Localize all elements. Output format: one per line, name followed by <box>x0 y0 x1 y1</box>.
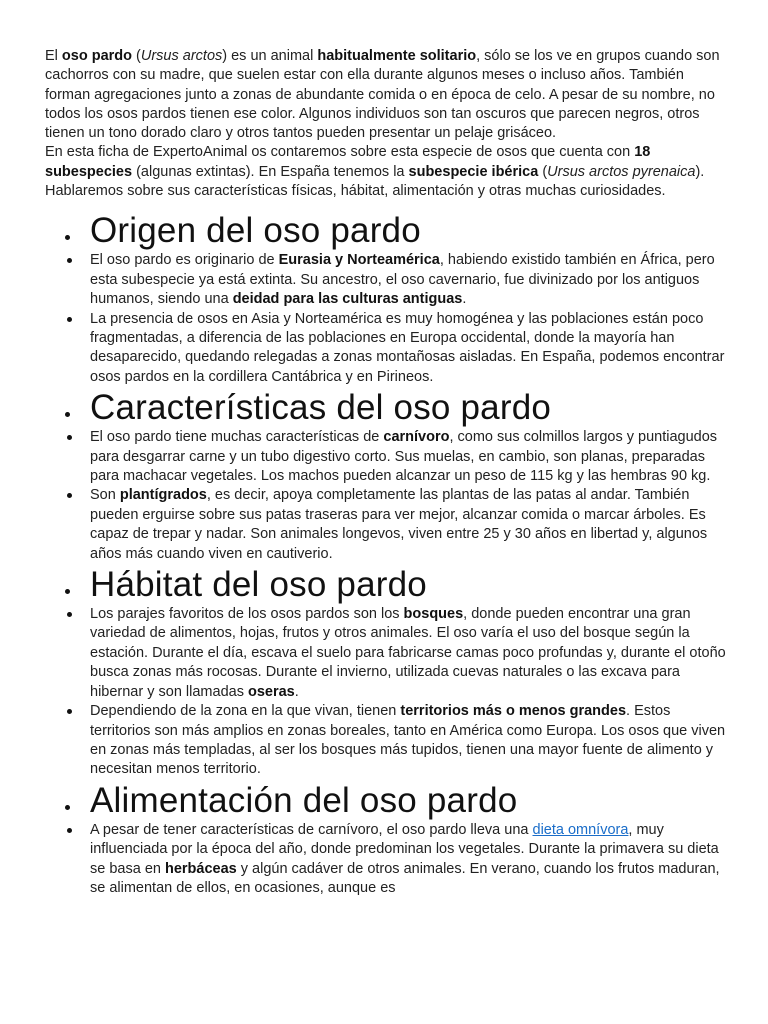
bullet-icon <box>67 828 72 833</box>
text-run: Los parajes favoritos de los osos pardos son los <box>90 606 404 623</box>
bullet-icon <box>65 235 70 240</box>
list-item-text <box>90 606 726 700</box>
list-item-text <box>90 487 707 561</box>
bullet-icon <box>67 709 72 714</box>
text-run: . <box>294 683 299 700</box>
intro-paragraph-1 <box>45 47 730 143</box>
bullet-icon <box>67 435 72 440</box>
bullet-list <box>45 821 730 899</box>
text-run: A pesar de tener características de carnívoro, el oso pardo lleva una <box>90 821 533 838</box>
bullet-icon <box>67 612 72 617</box>
bold-text: deidad para las culturas antiguas <box>232 291 463 308</box>
list-item <box>45 486 730 564</box>
text-run: ( <box>538 163 548 180</box>
italic-text: Ursus arctos pyrenaica <box>547 163 696 180</box>
text-run: El <box>45 48 62 64</box>
text-run: En esta ficha de ExpertoAnimal os contaremos sobre esta especie de osos que cuenta con <box>45 144 635 161</box>
text-run: ). Hablaremos sobre sus características físicas, hábitat, alimentación y otras muchas curiosidades. <box>45 163 705 200</box>
bold-text: subespecie ibérica <box>408 163 539 180</box>
text-run: (algunas extintas). En España tenemos la <box>132 163 409 180</box>
list-item-text <box>90 311 724 385</box>
intro <box>45 47 730 201</box>
bold-text: oso pardo <box>61 48 133 64</box>
section-heading-text: Características del oso pardo <box>90 388 552 428</box>
list-item-text <box>90 822 720 896</box>
bold-text: oseras <box>247 683 295 700</box>
text-run: El oso pardo tiene muchas características de <box>90 429 384 446</box>
text-run: , muy influenciada por la época del año, donde predominan los vegetales. Durante la primavera su dieta se basa en <box>90 821 719 877</box>
bullet-icon <box>65 805 70 810</box>
bullet-icon <box>67 493 72 498</box>
section-alimentacion <box>45 781 730 899</box>
section-heading-text: Alimentación del oso pardo <box>90 780 518 820</box>
list-item <box>45 251 730 309</box>
text-run: . <box>462 291 467 308</box>
text-run: La presencia de osos en Asia y Norteamérica es muy homogénea y las poblaciones están poco fragmentadas, a diferencia de las poblaciones en Europa occidental, donde la mayoría han desaparecido, quedando relegadas a zonas montañosas aisladas. En España, podemos encontrar osos pardos en la cordillera Cantábrica y en Pirineos. <box>90 310 725 385</box>
text-run: , sólo se los ve en grupos cuando son cachorros con su madre, que suelen estar con ella durante algunos meses o incluso años. También forman agregaciones junto a zonas de abundante comida o en época de celo. A pesar de su nombre, no todos los osos pardos tienen ese color. Algunos individuos son tan oscuros que parecen negros, otros tienen un tono dorado claro y otros tantos pueden presentar un pelaje grisáceo. <box>45 48 720 142</box>
section-origen <box>45 211 730 387</box>
text-run: , como sus colmillos largos y puntiagudos para desgarrar carne y un tubo digestivo corto. Sus muelas, en cambio, son planas, preparadas para machacar vegetales. Los machos pueden alcanzar un peso de 115 kg y las hembras 90 kg. <box>90 429 718 485</box>
bullet-icon <box>67 317 72 322</box>
text-run: El oso pardo es originario de <box>90 252 279 269</box>
bullet-icon <box>65 589 70 594</box>
bullet-list <box>45 428 730 564</box>
section-caracteristicas <box>45 388 730 564</box>
text-run: , es decir, apoya completamente las plantas de las patas al andar. También pueden erguirse sobre sus patas traseras para ver mejor, alcanzar comida o marcar árboles. Es capaz de trepar y nadar. Son animales longevos, viven entre 25 y 30 años en libertad y, algunos años más cuando viven en cautiverio. <box>90 487 708 562</box>
list-item <box>45 605 730 702</box>
bold-text: plantígrados <box>119 487 207 504</box>
list-item <box>45 702 730 780</box>
section-heading <box>45 388 730 428</box>
intro-paragraph-2 <box>45 143 730 201</box>
section-heading <box>45 211 730 251</box>
text-run: Son <box>90 487 120 504</box>
list-item-text <box>90 252 715 307</box>
text-run: . Estos territorios son más amplios en zonas boreales, tanto en América como Europa. Los osos que viven en zonas más templadas, al ser los bosques más tupidos, tienen una mayor fuente de alimento y necesitan menos territorio. <box>90 703 726 778</box>
list-item-text <box>90 703 725 777</box>
bold-text: carnívoro <box>383 429 450 446</box>
bullet-icon <box>67 258 72 263</box>
list-item <box>45 428 730 486</box>
bullet-list <box>45 251 730 387</box>
section-heading-text: Origen del oso pardo <box>90 211 421 251</box>
bold-text: habitualmente solitario <box>317 48 477 64</box>
list-item <box>45 821 730 899</box>
dieta-omnivora-link[interactable]: dieta omnívora <box>532 821 629 838</box>
italic-text: Ursus arctos <box>140 48 223 64</box>
bold-text: herbáceas <box>164 860 237 877</box>
bold-text: 18 subespecies <box>45 144 651 180</box>
bold-text: bosques <box>403 606 464 623</box>
text-run: ( <box>132 48 141 64</box>
list-item <box>45 310 730 388</box>
text-run: y algún cadáver de otros animales. En verano, cuando los frutos maduran, se alimentan de ellos, en ocasiones, aunque es <box>90 860 720 896</box>
bold-text: territorios más o menos grandes <box>400 703 627 720</box>
section-heading <box>45 565 730 605</box>
bullet-list <box>45 605 730 780</box>
bold-text: Eurasia y Norteamérica <box>278 252 440 269</box>
text-run: ) es un animal <box>222 48 318 64</box>
bullet-icon <box>65 412 70 417</box>
section-habitat <box>45 565 730 780</box>
text-run: , donde pueden encontrar una gran variedad de alimentos, hojas, frutos y otros animales. El oso varía el uso del bosque según la estación. Durante el día, escava el suelo para fabricarse camas poco profundas y, durante el otoño busca zonas más rocosas. Durante el invierno, utilizada cuevas naturales o las excava para hibernar y son llamadas <box>90 606 726 700</box>
text-run: Dependiendo de la zona en la que vivan, tienen <box>90 703 401 720</box>
section-heading <box>45 781 730 821</box>
list-item-text <box>90 429 717 484</box>
document-body <box>45 47 730 898</box>
section-heading-text: Hábitat del oso pardo <box>90 565 427 605</box>
text-run: , habiendo existido también en África, pero esta subespecie ya está extinta. Su ancestro, el oso cavernario, fue divinizado por los antiguos humanos, siendo una <box>90 252 715 308</box>
